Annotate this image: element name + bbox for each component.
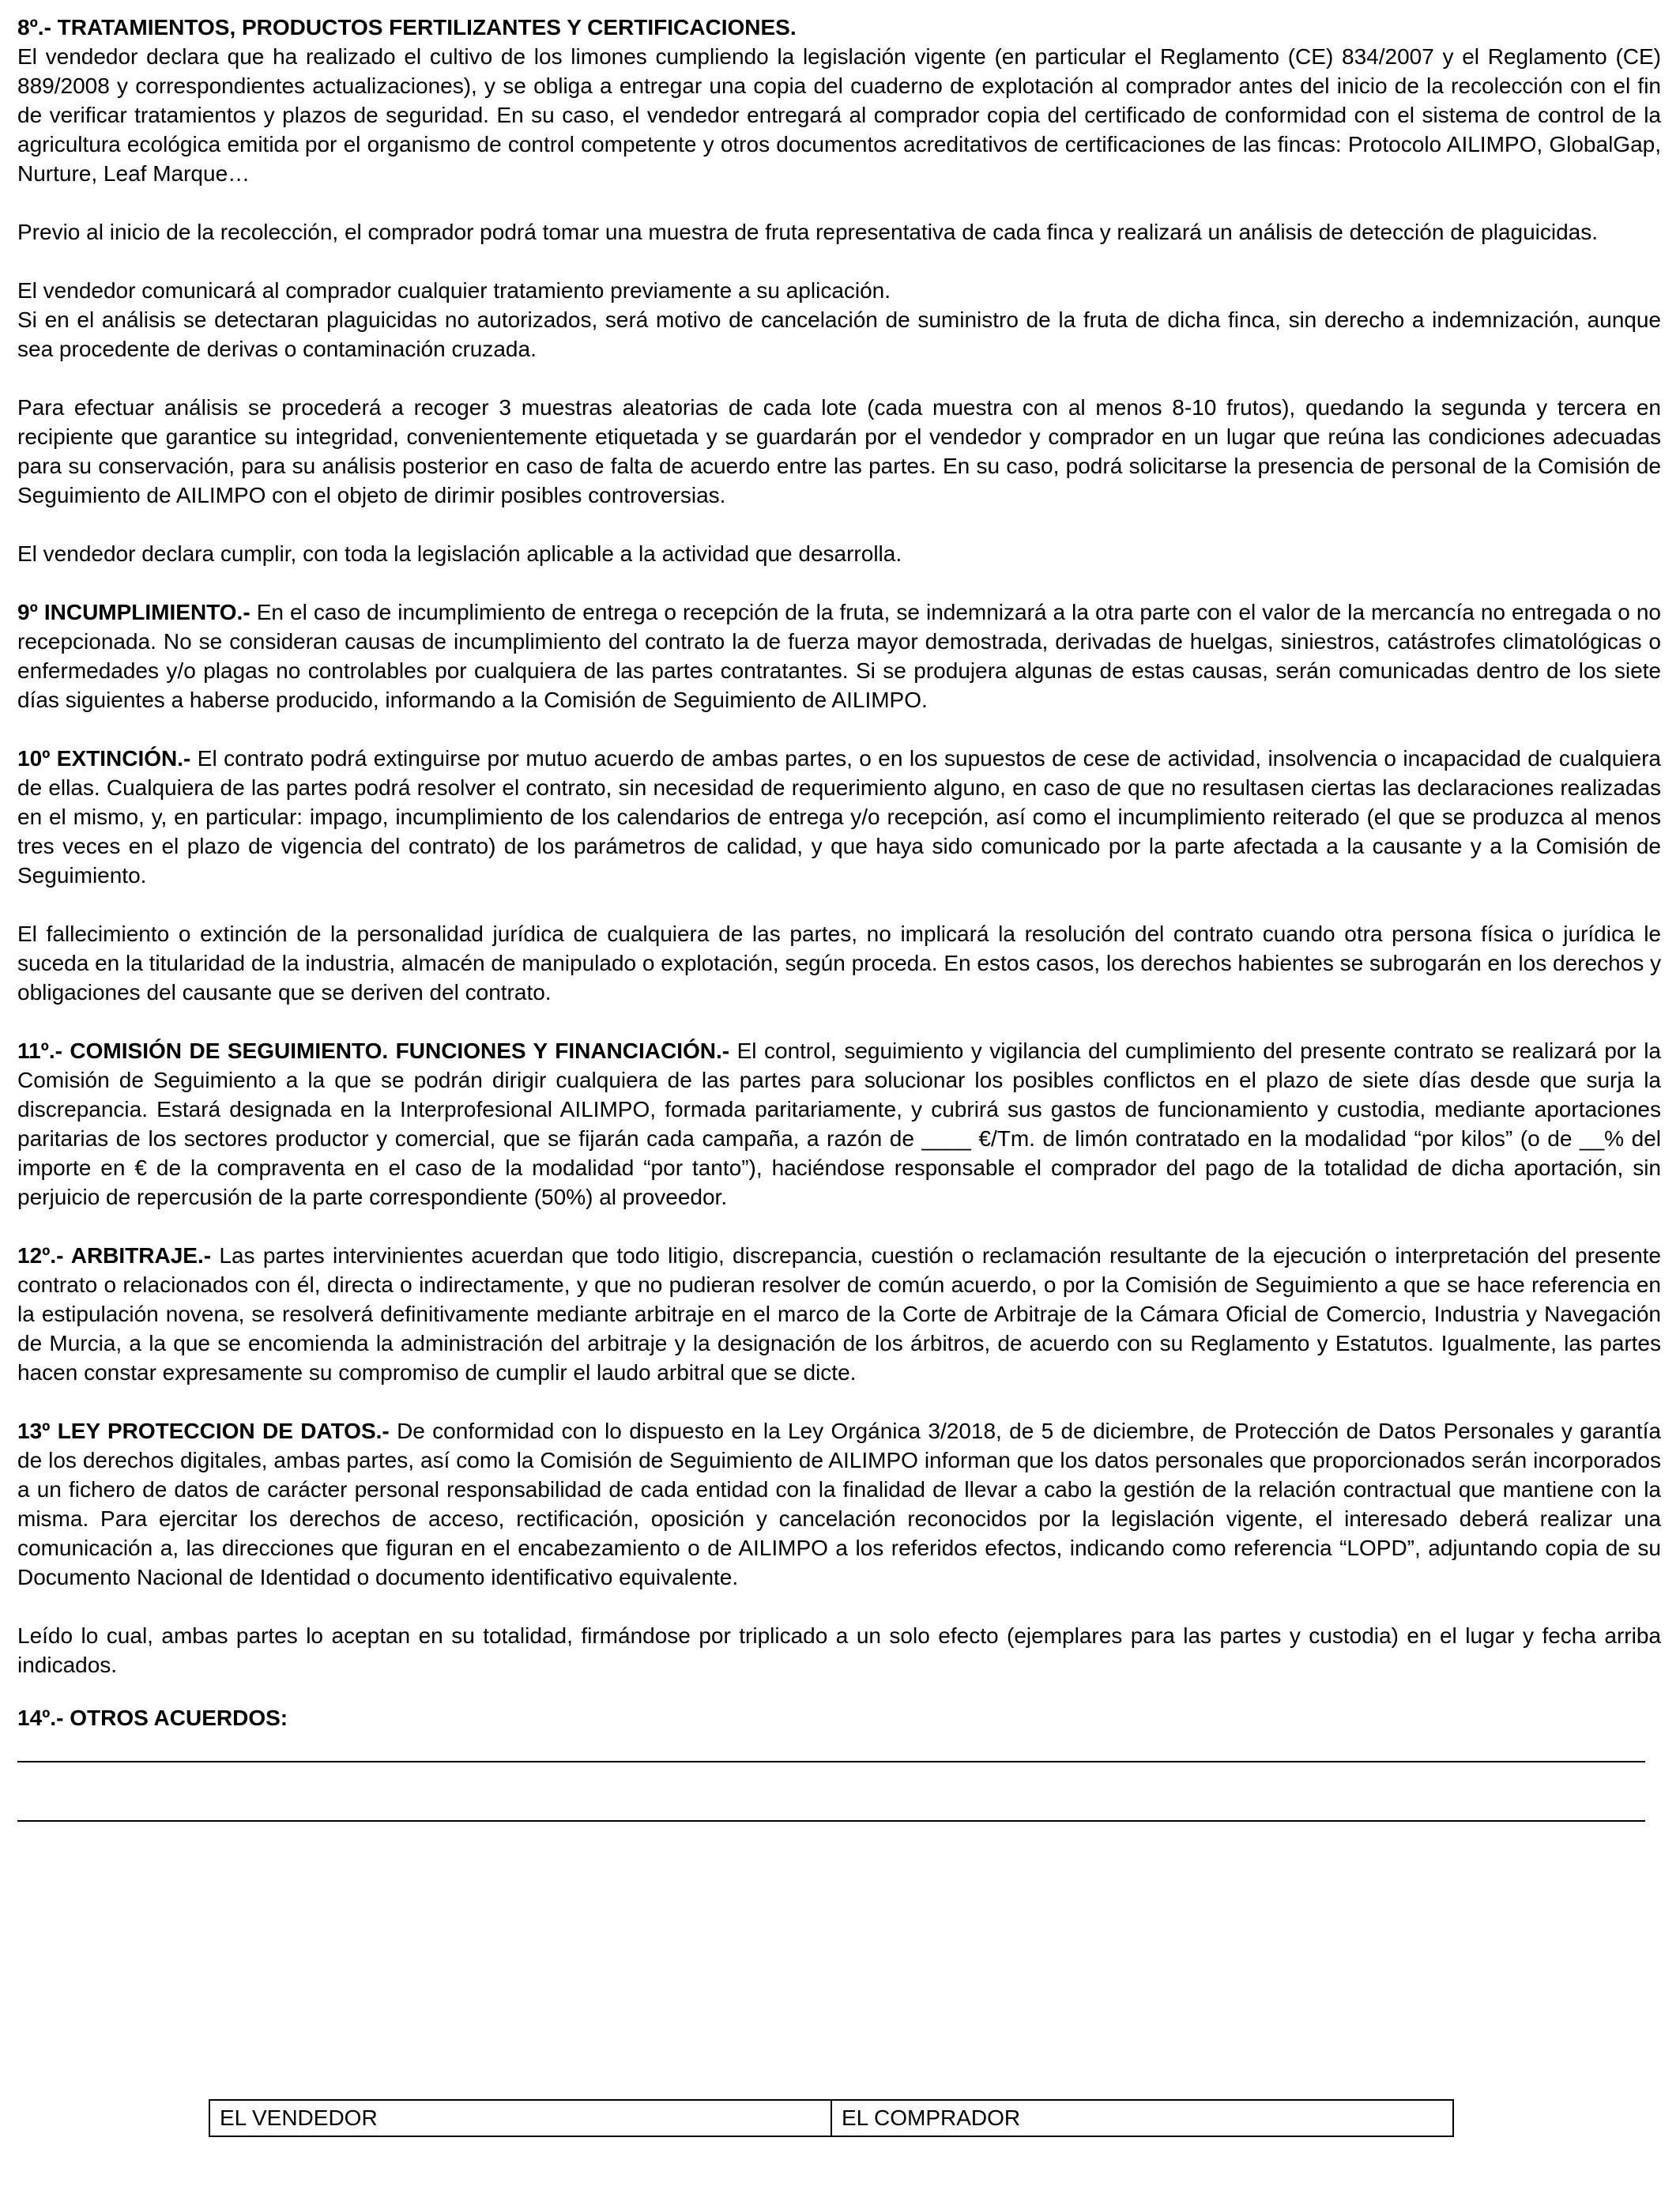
- section-9-paragraph: [17, 598, 1661, 714]
- section-12-heading: 12º.- ARBITRAJE.-: [17, 1243, 212, 1268]
- signature-table: [209, 2099, 1454, 2137]
- section-11-paragraph: [17, 1036, 1661, 1212]
- section-13-text: De conformidad con lo dispuesto en la Ley Orgánica 3/2018, de 5 de diciembre, de Protección de Datos Personales y garantía de los derechos digitales, ambas partes, así como la Comisión de Seguimiento de AILIMPO informan que los datos personales que proporcionados serán incorporados a un fichero de datos de carácter personal responsabilidad de cada entidad con la finalidad de llevar a cabo la gestión de la relación contractual que mantiene con la misma. Para ejercitar los derechos de acceso, rectificación, oposición y cancelación reconocidos por la legislación vigente, el interesado deberá realizar una comunicación a, las direcciones que figuran en el encabezamiento o de AILIMPO a los referidos efectos, indicando como referencia “LOPD”, adjuntando copia de su Documento Nacional de Identidad o documento identificativo equivalente.: [17, 1419, 1661, 1589]
- section-9-heading: 9º INCUMPLIMIENTO.-: [17, 600, 250, 624]
- section-12-paragraph: [17, 1241, 1661, 1387]
- section-10-text: El contrato podrá extinguirse por mutuo acuerdo de ambas partes, o en los supuestos de cese de actividad, insolvencia o incapacidad de cualquiera de ellas. Cualquiera de las partes podrá resolver el contrato, sin necesidad de requerimiento alguno, en caso de que no resultasen ciertas las declaraciones realizadas en el mismo, y, en particular: impago, incumplimiento de los calendarios de entrega y/o recepción, así como el incumplimiento reiterado (el que se produzca al menos tres veces en el plazo de vigencia del contrato) de los parámetros de calidad, y que haya sido comunicado por la parte afectada a la causante y a la Comisión de Seguimiento.: [17, 746, 1662, 888]
- section-8-paragraph-3a: El vendedor comunicará al comprador cualquier tratamiento previamente a su aplicación.: [17, 278, 891, 303]
- section-10-paragraph: [17, 744, 1661, 890]
- section-9-text: En el caso de incumplimiento de entrega o recepción de la fruta, se indemnizará a la otra parte con el valor de la mercancía no entregada o no recepcionada. No se consideran causas de incumplimiento del contrato la de fuerza mayor demostrada, derivadas de huelgas, siniestros, catástrofes climatológicas o enfermedades y/o plagas no controlables por cualquiera de las partes contratantes. Si se produjera algunas de estas causas, serán comunicadas dentro de los siete días siguientes a haberse producido, informando a la Comisión de Seguimiento de AILIMPO.: [17, 600, 1661, 712]
- section-10-paragraph-2: El fallecimiento o extinción de la personalidad jurídica de cualquiera de las partes, no implicará la resolución del contrato cuando otra persona física o jurídica le suceda en la titularidad de la industria, almacén de manipulado o explotación, según proceda. En estos casos, los derechos habientes se subrogarán en los derechos y obligaciones del causante que se deriven del contrato.: [17, 922, 1661, 1005]
- other-agreements-line-2[interactable]: [17, 1792, 1645, 1822]
- section-8-paragraph-3b: Si en el análisis se detectaran plaguicidas no autorizados, será motivo de cancelación de suministro de la fruta de dicha finca, sin derecho a indemnización, aunque sea procedente de derivas o contaminación cruzada.: [17, 307, 1661, 361]
- section-8-paragraph-5: El vendedor declara cumplir, con toda la legislación aplicable a la actividad que desarrolla.: [17, 541, 902, 566]
- buyer-signature-cell[interactable]: EL COMPRADOR: [831, 2101, 1452, 2136]
- section-10-heading: 10º EXTINCIÓN.-: [17, 746, 191, 771]
- section-11-text: El control, seguimiento y vigilancia del cumplimiento del presente contrato se realizará por la Comisión de Seguimiento a la que se podrán dirigir cualquiera de las partes para solucionar los posibles conflictos en el plazo de siete días desde que surja la discrepancia. Estará designada en la Interprofesional AILIMPO, formada paritariamente, y cubrirá sus gastos de funcionamiento y custodia, mediante aportaciones paritarias de los sectores productor y comercial, que se fijarán cada campaña, a razón de ____ €/Tm. de limón contratado en la modalidad “por kilos” (o de __% del importe en € de la compraventa en el caso de la modalidad “por tanto”), haciéndose responsable el comprador del pago de la totalidad de dicha aportación, sin perjuicio de repercusión de la parte correspondiente (50%) al proveedor.: [17, 1039, 1662, 1209]
- section-8-paragraph-1: El vendedor declara que ha realizado el cultivo de los limones cumpliendo la legislación vigente (en particular el Reglamento (CE) 834/2007 y el Reglamento (CE) 889/2008 y correspondientes actualizaciones), y se obliga a entregar una copia del cuaderno de explotación al comprador antes del inicio de la recolección con el fin de verificar tratamientos y plazos de seguridad. En su caso, el vendedor entregará al comprador copia del certificado de conformidad con el sistema de control de la agricultura ecológica emitida por el organismo de control competente y otros documentos acreditativos de certificaciones de las fincas: Protocolo AILIMPO, GlobalGap, Nurture, Leaf Marque…: [17, 44, 1661, 186]
- closing-paragraph: Leído lo cual, ambas partes lo aceptan en su totalidad, firmándose por triplicado a un solo efecto (ejemplares para las partes y custodia) en el lugar y fecha arriba indicados.: [17, 1623, 1661, 1677]
- contract-page: [17, 13, 1661, 1822]
- seller-signature-cell[interactable]: EL VENDEDOR: [220, 2105, 378, 2130]
- section-8-paragraph-4: Para efectuar análisis se procederá a recoger 3 muestras aleatorias de cada lote (cada muestra con al menos 8-10 frutos), quedando la segunda y tercera en recipiente que garantice su integridad, convenientemente etiquetada y se guardarán por el vendedor y comprador en un lugar que reúna las condiciones adecuadas para su conservación, para su análisis posterior en caso de falta de acuerdo entre las partes. En su caso, podrá solicitarse la presencia de personal de la Comisión de Seguimiento de AILIMPO con el objeto de dirimir posibles controversias.: [17, 395, 1661, 507]
- section-13-paragraph: [17, 1416, 1661, 1592]
- section-8-heading: 8º.- TRATAMIENTOS, PRODUCTOS FERTILIZANTES Y CERTIFICACIONES.: [17, 15, 797, 40]
- section-13-heading: 13º LEY PROTECCION DE DATOS.-: [17, 1419, 390, 1443]
- section-11-heading: 11º.- COMISIÓN DE SEGUIMIENTO. FUNCIONES Y FINANCIACIÓN.-: [17, 1039, 730, 1063]
- section-14-heading: 14º.- OTROS ACUERDOS:: [17, 1706, 288, 1730]
- section-8-paragraph-2: Previo al inicio de la recolección, el comprador podrá tomar una muestra de fruta representativa de cada finca y realizará un análisis de detección de plaguicidas.: [17, 220, 1599, 244]
- other-agreements-line-1[interactable]: [17, 1732, 1645, 1762]
- section-12-text: Las partes intervinientes acuerdan que todo litigio, discrepancia, cuestión o reclamación resultante de la ejecución o interpretación del presente contrato o relacionados con él, directa o indirectamente, y que no pudieran resolver de común acuerdo, o por la Comisión de Seguimiento a que se hace referencia en la estipulación novena, se resolverá definitivamente mediante arbitraje en el marco de la Corte de Arbitraje de la Cámara Oficial de Comercio, Industria y Navegación de Murcia, a la que se encomienda la administración del arbitraje y la designación de los árbitros, de acuerdo con su Reglamento y Estatutos. Igualmente, las partes hacen constar expresamente su compromiso de cumplir el laudo arbitral que se dicte.: [17, 1243, 1662, 1385]
